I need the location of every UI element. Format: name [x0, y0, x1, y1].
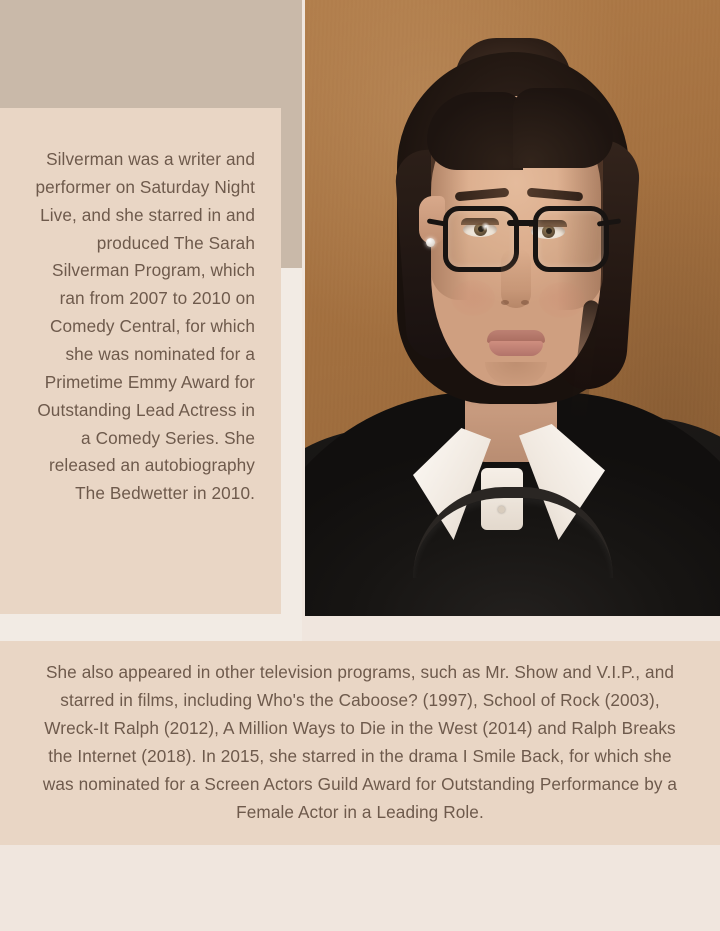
eyeglass-bridge [507, 220, 537, 226]
biography-paragraph-primary: Silverman was a writer and performer on Saturday Night Live, and she starred in and produced The Sarah Silverman Program, which ran from 2007 to 2010 on Comedy Central, for which she was nominated for a Primetime Emmy Award for Outstanding Lead Actress in a Comedy Series. She released an autobiography The Bedwetter in 2010. [35, 149, 255, 504]
eyeglass-lens-right [533, 206, 609, 272]
eyeglass-glint [481, 222, 490, 231]
cheek-left [451, 280, 495, 316]
lower-lip [489, 341, 543, 356]
nostril-right [521, 300, 529, 305]
biography-paragraph-secondary: She also appeared in other television programs, such as Mr. Show and V.I.P., and starred in films, including Who's the Caboose? (1997), School of Rock (2003), Wreck-It Ralph (2012), A Million Ways to Die in the West (2014) and Ralph Breaks the Internet (2018). In 2015, she starred in the drama I Smile Back, for which she was nominated for a Screen Actors Guild Award for Outstanding Performance by a Female Actor in a Leading Role. [42, 662, 678, 822]
biography-text-card [0, 108, 281, 614]
cheek-right [539, 282, 585, 318]
earring-icon [426, 238, 435, 247]
portrait-photo [305, 0, 720, 616]
portrait-figure [305, 0, 720, 616]
nostril-left [501, 300, 509, 305]
nose [501, 248, 531, 308]
filmography-text-band [0, 641, 720, 845]
